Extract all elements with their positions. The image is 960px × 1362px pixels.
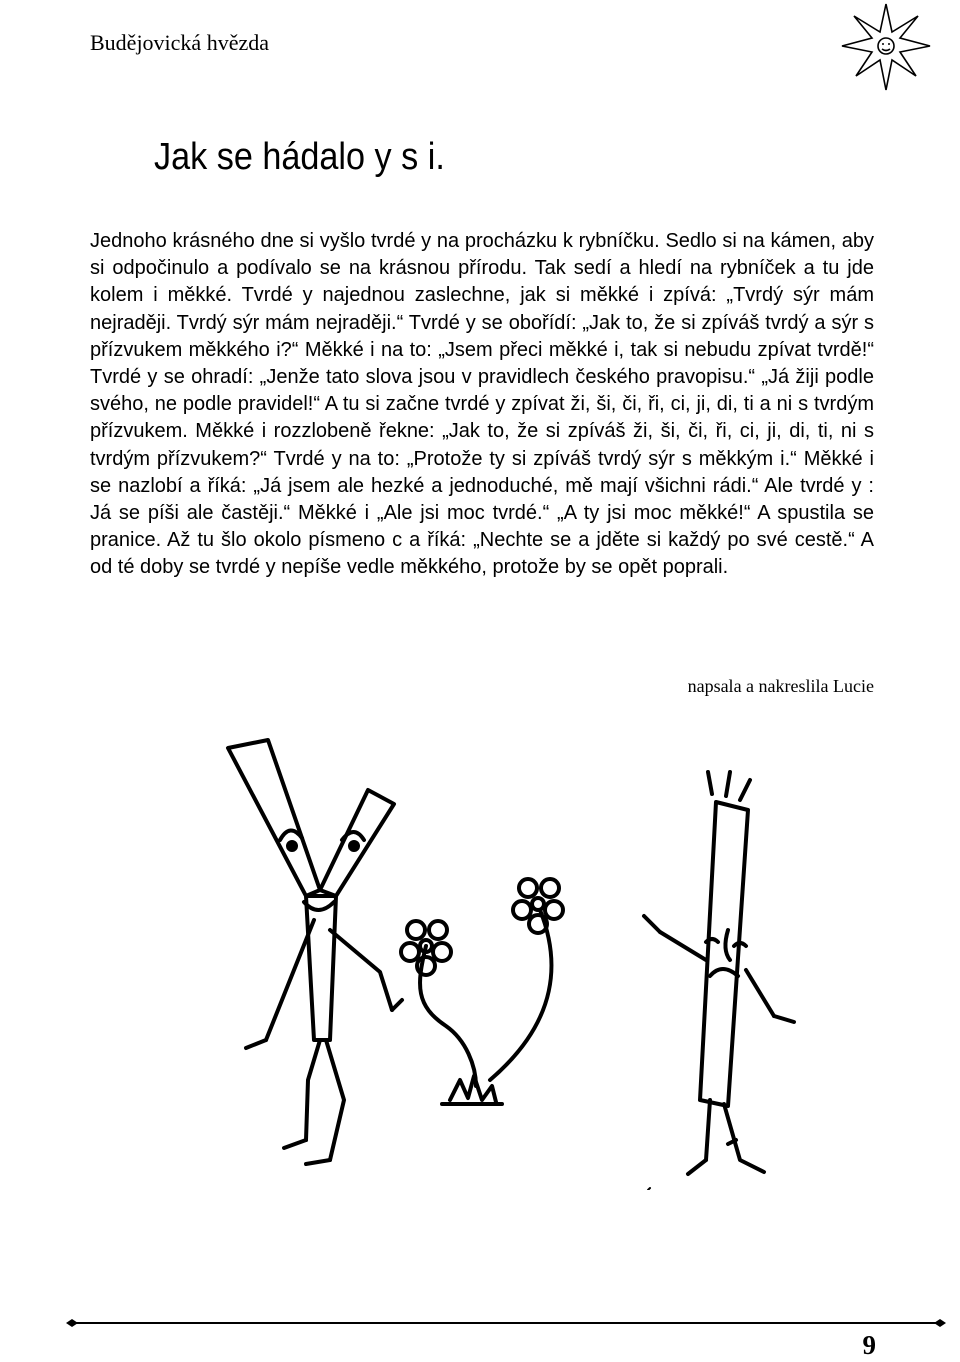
flowers-drawing [401, 879, 563, 1104]
letter-i-drawing [644, 772, 794, 1174]
article-body: Jednoho krásného dne si vyšlo tvrdé y na procházku k rybníčku. Sedlo si na kámen, aby si odpočinulo a podívalo se na krásnou přírodu. Tak sedí a hledí na rybníček a tu jde kolem i měkké. Tvrdé y najednou zaslechne, jak si měkké i zpívá: „Tvrdý sýr mám nejraději. Tvrdý sýr mám nejraději.“ Tvrdé y se obořídí: „Jak to, že si zpíváš tvrdý a sýr s přízvukem měkkého i?“ Měkké i na to: „Jsem přeci měkké i, tak si nebudu zpívat tvrdě!“ Tvrdé y se ohradí: „Jenže tato slova jsou v pravidlech českého pravopisu.“ „Já žiji podle svého, ne podle pravidel!“ A tu si začne tvrdé y zpívat ži, ši, či, ři, ci, ji, di, ti a ni s tvrdým přízvukem. Měkké i rozzlobeně řekne: „Jak to, že si zpíváš ži, ši, či, ři, ci, ji, di, ti, ni s tvrdým přízvukem?“ Tvrdé y na to: „Protože ty si zpíváš tvrdý sýr s měkkým i.“ Měkké i se nazlobí a říká: „Já jsem ale hezké a jednoduché, mě mají všichni rádi.“ Ale tvrdé y : Já se píši ale častěji.“ Měkké i „Ale jsi moc tvrdé.“ „A ty jsi moc měkké!“ A spustila se pranice. Až tu šlo okolo písmeno c a říká: „Nechte se a jděte si každý po své cestě.“ A od té doby se tvrdé y nepíše vedle měkkého, protože by se opět poprali. [90, 230, 874, 579]
newspaper-title: Budějovická hvězda [90, 30, 269, 55]
footer-divider [66, 1318, 946, 1328]
letter-y-drawing [228, 740, 402, 1164]
author-credit: napsala a nakreslila Lucie [687, 676, 874, 696]
star-with-face-icon [838, 2, 934, 92]
letters-illustration [180, 720, 880, 1190]
page-number: 9 [862, 1330, 876, 1360]
article-title: Jak se hádalo y s i. [154, 136, 445, 178]
